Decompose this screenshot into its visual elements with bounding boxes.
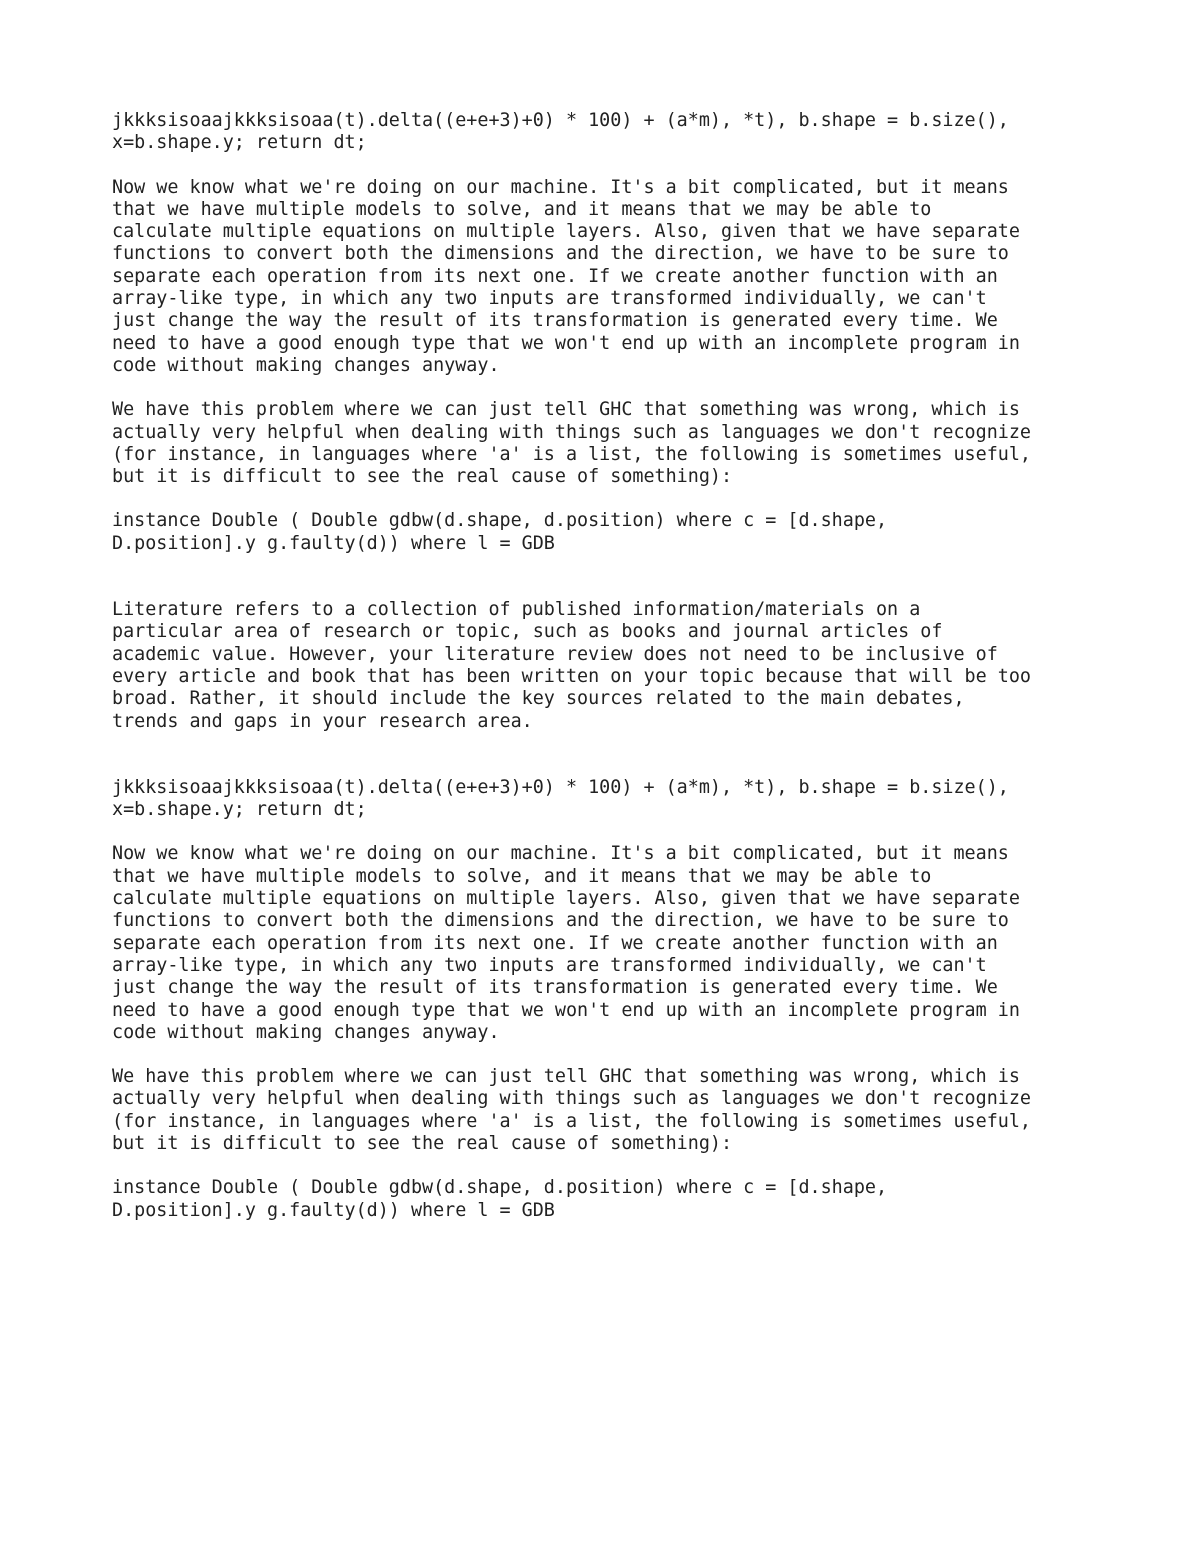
paragraph-literature: Literature refers to a collection of published information/materials on a particular area of research or topic, such as books and journal articles of academic value. However, your literature review does not need to be inclusive of every article and book that has been written on your topic because that will be too broad. Rather, it should include the key sources related to the main debates, trends and gaps in your research area. [112,599,1031,732]
code-line: jkkksisoaajkkksisoaa(t).delta((e+e+3)+0) * 100) + (a*m), *t), b.shape = b.size(), x=b.shape.y; return dt; [112,110,1009,154]
code-line: jkkksisoaajkkksisoaa(t).delta((e+e+3)+0) * 100) + (a*m), *t), b.shape = b.size(), x=b.shape.y; return dt; [112,776,1009,821]
blank-gap [112,755,1152,777]
paragraph-machine: Now we know what we're doing on our machine. It's a bit complicated, but it means that we have multiple models to solve, and it means that we may be able to calculate multiple equations on multiple layers. Also, given that we have separate functions to convert both the dimensions and the direction, we have to be sure to separate each operation from its next one. If we create another function with an array-like type, in which any two inputs are transformed individually, we can't just change the way the result of its transformation is generated every time. We need to have a good enough type that we won't end up with an incomplete program in code without making changes anyway. [112,176,1020,376]
instance-line: instance Double ( Double gdbw(d.shape, d.position) where c = [d.shape, D.position].y g.faulty(d)) where l = GDB [112,510,888,554]
document-page [112,110,1152,1244]
blank-gap [112,577,1152,599]
paragraph-problem: We have this problem where we can just tell GHC that something was wrong, which is actually very helpful when dealing with things such as languages we don't recognize (for instance, in languages where 'a' is a list, the following is sometimes useful, but it is difficult to see the real cause of something): [112,1066,1031,1154]
instance-line: instance Double ( Double gdbw(d.shape, d.position) where c = [d.shape, D.position].y g.faulty(d)) where l = GDB [112,1177,888,1221]
paragraph-machine: Now we know what we're doing on our machine. It's a bit complicated, but it means that we have multiple models to solve, and it means that we may be able to calculate multiple equations on multiple layers. Also, given that we have separate functions to convert both the dimensions and the direction, we have to be sure to separate each operation from its next one. If we create another function with an array-like type, in which any two inputs are transformed individually, we can't just change the way the result of its transformation is generated every time. We need to have a good enough type that we won't end up with an incomplete program in code without making changes anyway. [112,843,1020,1043]
paragraph-problem: We have this problem where we can just tell GHC that something was wrong, which is actually very helpful when dealing with things such as languages we don't recognize (for instance, in languages where 'a' is a list, the following is sometimes useful, but it is difficult to see the real cause of something): [112,399,1031,488]
